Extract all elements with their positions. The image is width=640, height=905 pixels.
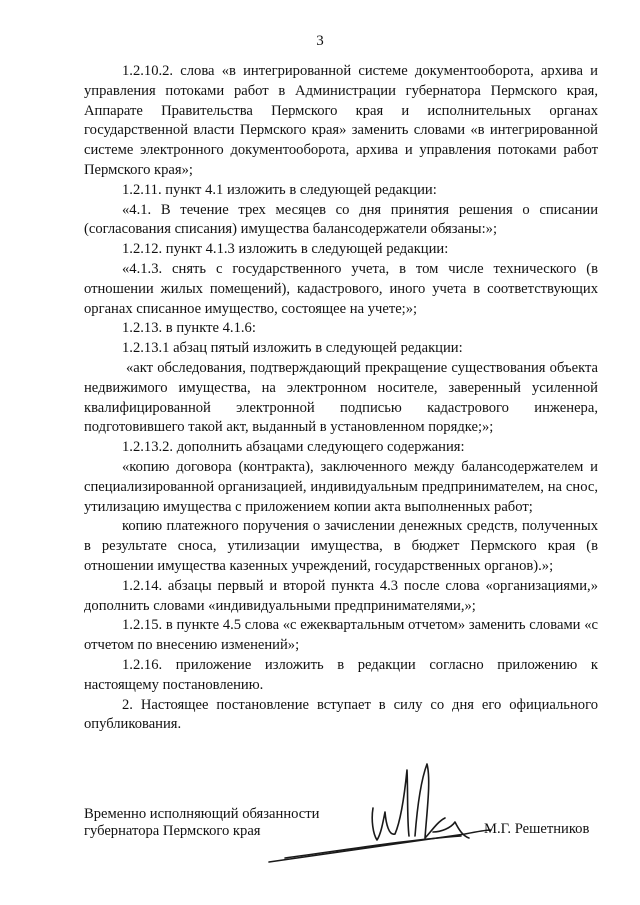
paragraph-1-2-13: 1.2.13. в пункте 4.1.6: — [122, 320, 256, 337]
paragraph-1-2-11: 1.2.11. пункт 4.1 изложить в следующей редакции: — [122, 181, 437, 198]
paragraph-1-2-10-2: 1.2.10.2. слова «в интегрированной системе документооборота, архива и управления потоками работ в Администрации губернатора Пермского края, Аппарате Правительства Пермского края и исполнительных органах государственной власти Пермского края» заменить словами «в интегрированной системе электронного документооборота, архива и управления потоками работ Пермского края»; — [84, 63, 598, 178]
signatory-title-line-1: Временно исполняющий обязанности — [84, 806, 320, 822]
paragraph-4-1-text: «4.1. В течение трех месяцев со дня принятия решения о списании (согласования списания) имущества балансодержатели обязаны:»; — [84, 201, 598, 238]
handwritten-signature-icon — [255, 750, 495, 870]
paragraph-contract-copy: «копию договора (контракта), заключенного между балансодержателем и специализированной организацией, индивидуальным предпринимателем, на снос, утилизацию имущества с приложением копии акта выполненных работ; — [84, 458, 598, 515]
paragraph-payment-copy: копию платежного поручения о зачислении денежных средств, полученных в результате сноса, утилизации имущества, в бюджет Пермского края (в отношении имущества казенных учреждений, государственных органов).»; — [84, 518, 598, 574]
paragraph-4-1-3-text: «4.1.3. снять с государственного учета, в том числе технического (в отношении жилых помещений), кадастрового, иного учета в соответствующих органах списанное имущество, состоящее на учете;»; — [84, 260, 598, 317]
paragraph-1-2-12: 1.2.12. пункт 4.1.3 изложить в следующей редакции: — [122, 241, 449, 258]
paragraph-1-2-16: 1.2.16. приложение изложить в редакции согласно приложению к настоящему постановлению. — [84, 656, 598, 693]
paragraph-1-2-14: 1.2.14. абзацы первый и второй пункта 4.3 после слова «организациями,» дополнить словами «индивидуальными предпринимателями,»; — [84, 577, 598, 614]
signatory-name: М.Г. Решетников — [484, 821, 590, 837]
document-body — [84, 62, 598, 735]
paragraph-1-2-13-1: 1.2.13.1 абзац пятый изложить в следующей редакции: — [122, 340, 463, 357]
paragraph-1-2-15: 1.2.15. в пункте 4.5 слова «с ежеквартальным отчетом» заменить словами «с отчетом по внесению изменений»; — [84, 617, 598, 654]
paragraph-act-text: «акт обследования, подтверждающий прекращение существования объекта недвижимого имущества, на электронном носителе, заверенный усиленной квалифицированной электронной подписью кадастрового инженера, подготовившего такой акт, выданный в установленном порядке;»; — [84, 359, 598, 436]
page-number: 3 — [316, 33, 324, 49]
signatory-title-line-2: губернатора Пермского края — [84, 823, 261, 839]
paragraph-1-2-13-2: 1.2.13.2. дополнить абзацами следующего содержания: — [122, 439, 465, 456]
paragraph-2-effective: 2. Настоящее постановление вступает в силу со дня его официального опубликования. — [84, 696, 598, 733]
